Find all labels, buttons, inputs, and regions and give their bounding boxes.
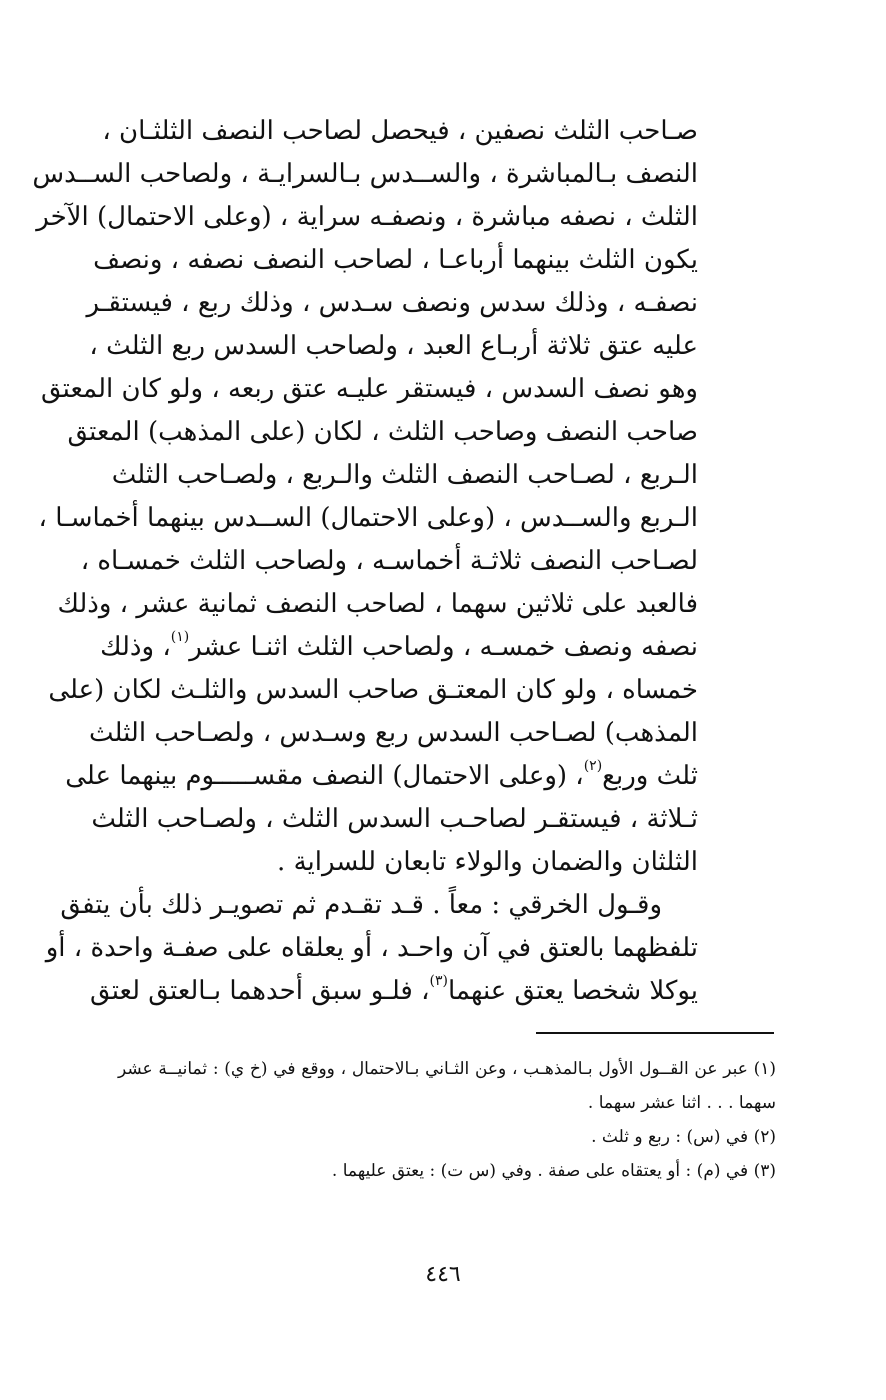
footnote-marker-2[interactable]: (٢)	[583, 758, 603, 774]
page-number: ٤٤٦	[425, 1262, 461, 1287]
text-line	[90, 970, 698, 1013]
text-line: فالعبد على ثلاثين سهما ، لصاحب النصف ثمانية عشر ، وذلك	[57, 589, 698, 619]
text-line: وهو نصف السدس ، فيستقر عليـه عتق ربعه ، ولو كان المعتق	[40, 374, 698, 404]
footnote-3: (٣) في (م) : أو يعتقاه على صفة . وفي (س ت) : يعتق عليهما .	[331, 1161, 776, 1181]
footnote-marker-3[interactable]: (٣)	[429, 973, 448, 989]
footnote-1-continued: سهما . . . اثنا عشر سهما .	[587, 1093, 776, 1113]
text-line: لصـاحب النصف ثلاثـة أخماسـه ، ولصاحب الثلث خمسـاه ،	[80, 546, 698, 576]
line-segment: ثلث وربع	[602, 761, 698, 791]
text-line: الـربع والســدس ، (وعلى الاحتمال) الســدس بينهما أخماسـا ،	[38, 503, 698, 533]
text-line: صـاحب الثلث نصفين ، فيحصل لصاحب النصف الثلثـان ،	[102, 116, 698, 146]
text-line: الثلث ، نصفه مباشرة ، ونصفـه سراية ، (وعلى الاحتمال) الآخر	[36, 202, 698, 232]
text-line: عليه عتق ثلاثة أربـاع العبد ، ولصاحب السدس ربع الثلث ،	[89, 331, 698, 361]
text-line: النصف بـالمباشرة ، والســدس بـالسرايـة ، ولصاحب الســدس	[32, 159, 698, 189]
text-line: المذهب) لصـاحب السدس ربع وسـدس ، ولصـاحب الثلث	[88, 718, 698, 748]
text-line: خمساه ، ولو كان المعتـق صاحب السدس والثلـث لكان (على	[48, 675, 698, 705]
text-line: الـربع ، لصـاحب النصف الثلث والـربع ، ولصـاحب الثلث	[111, 460, 698, 490]
line-segment: ، (وعلى الاحتمال) النصف مقســـــوم بينهما على	[65, 761, 584, 791]
text-line	[100, 626, 698, 669]
line-segment: ، وذلك	[100, 632, 171, 662]
text-line: وقـول الخرقي : معاً . قـد تقـدم ثم تصويـر ذلك بأن يتفق	[60, 890, 662, 920]
line-segment: يوكلا شخصا يعتق عنهما	[448, 976, 698, 1006]
line-segment: ، فلـو سبق أحدهما بـالعتق لعتق	[90, 976, 430, 1006]
text-line: الثلثان والضمان والولاء تابعان للسراية .	[277, 847, 698, 877]
footnote-separator	[536, 1032, 774, 1034]
footnote-marker-1[interactable]: (١)	[170, 629, 190, 645]
footnote-1: (١) عبر عن القــول الأول بـالمذهـب ، وعن الثـاني بـالاحتمال ، ووقع في (خ ي) : ثمانيــة عشر	[118, 1059, 776, 1079]
footnote-2: (٢) في (س) : ربع و ثلث .	[591, 1127, 776, 1147]
line-segment: نصفه ونصف خمسـه ، ولصاحب الثلث اثنـا عشر	[189, 632, 698, 662]
text-line: ثـلاثة ، فيستقـر لصاحـب السدس الثلث ، ولصـاحب الثلث	[91, 804, 698, 834]
text-line: يكون الثلث بينهما أرباعـا ، لصاحب النصف نصفه ، ونصف	[93, 245, 698, 275]
text-line: تلفظهما بالعتق في آن واحـد ، أو يعلقاه على صفـة واحدة ، أو	[45, 933, 698, 963]
text-line: صاحب النصف وصاحب الثلث ، لكان (على المذهب) المعتق	[67, 417, 698, 447]
footnotes	[118, 1052, 776, 1188]
main-text	[32, 110, 698, 1013]
text-line: نصفـه ، وذلك سدس ونصف سـدس ، وذلك ربع ، فيستقـر	[86, 288, 698, 318]
text-line	[65, 755, 698, 798]
